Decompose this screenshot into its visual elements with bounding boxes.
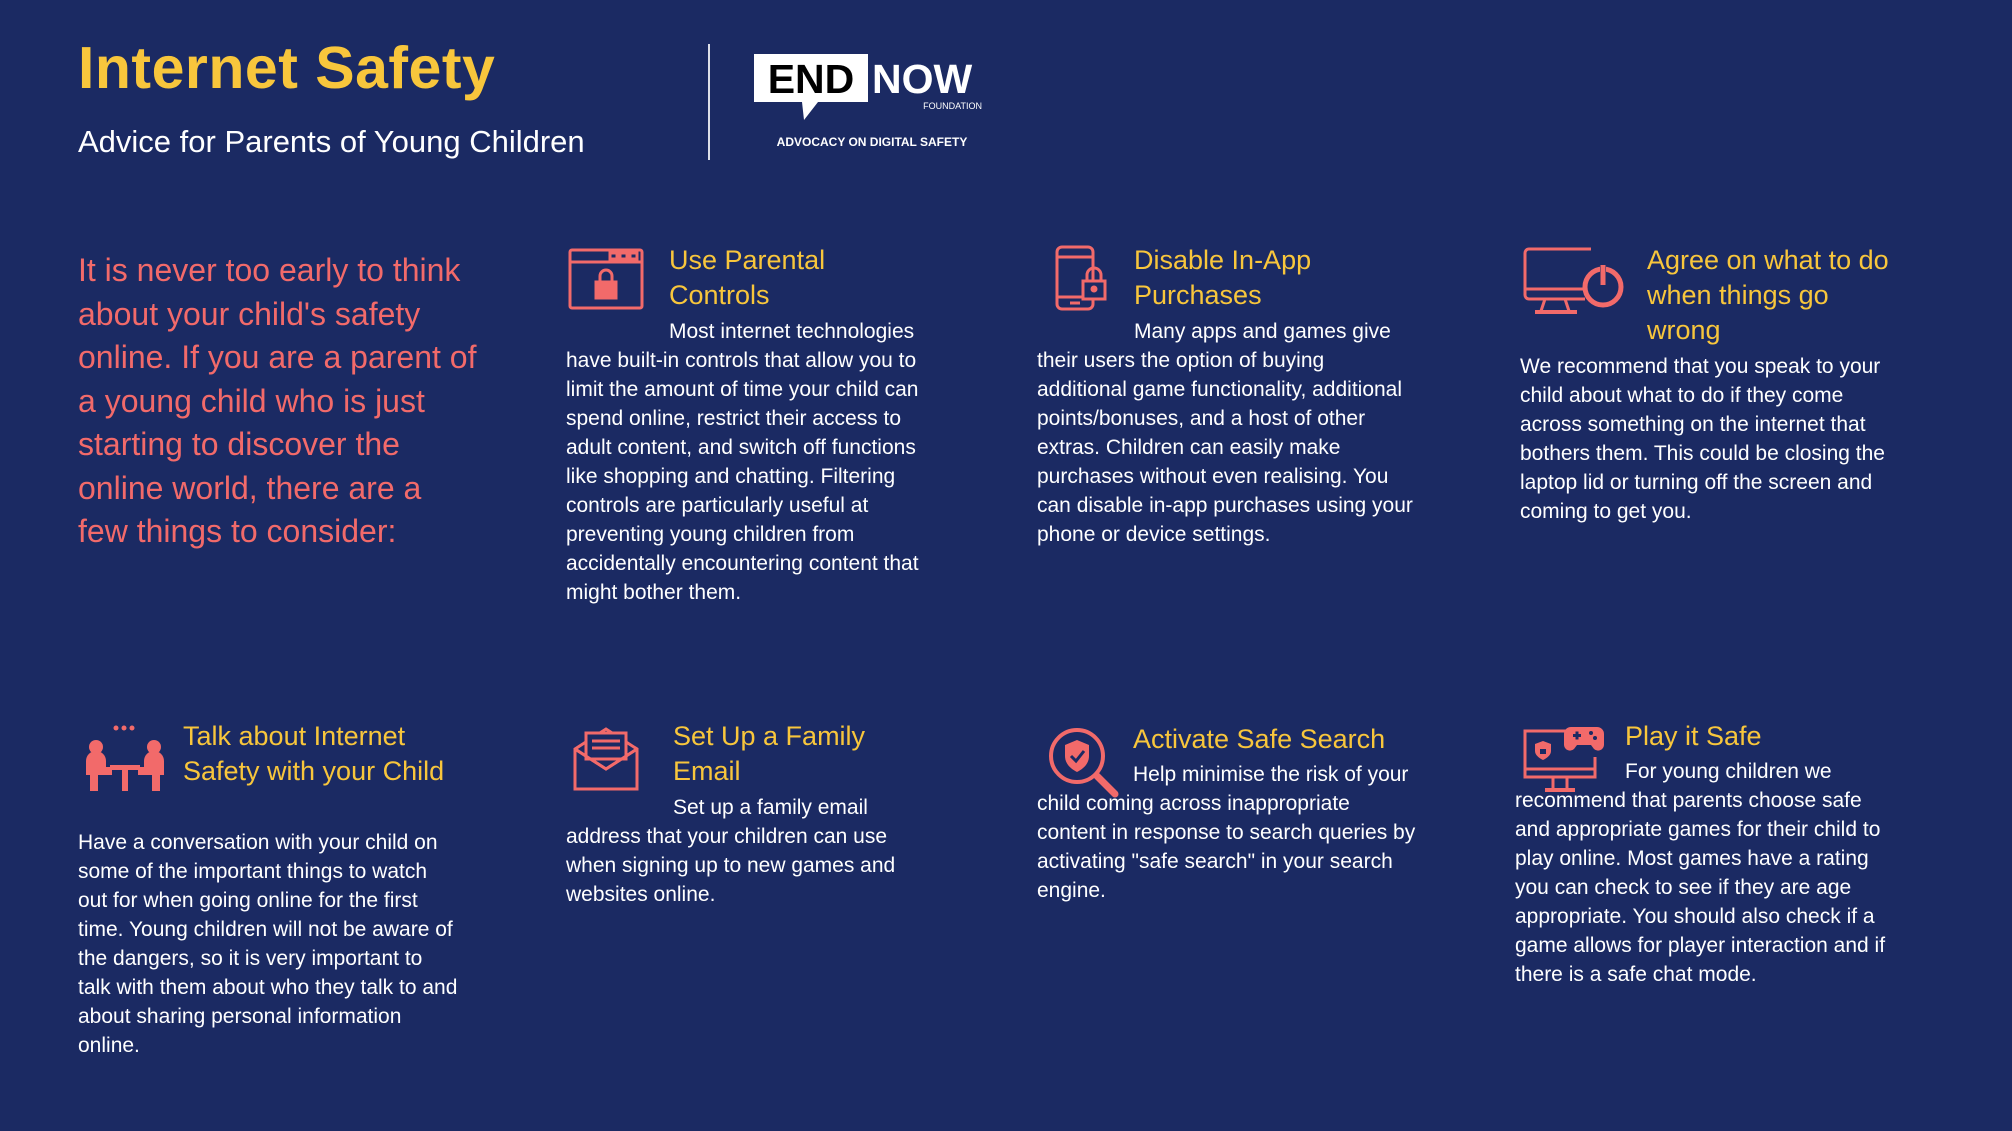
tip-family-email [566,719,946,919]
browser-lock-icon [568,248,644,312]
page-subtitle: Advice for Parents of Young Children [78,124,585,159]
tip-body: For young children we recommend that parents choose safe and appropriate games for their child to play online. Most games have a rating you can check to see if they are age appropriate. You should also check if a game allows for player interaction and if there is a safe chat mode. [1515,760,1886,986]
tip-talk-internet-safety [78,719,478,1099]
tip-title: Use Parental Controls [669,245,826,310]
tip-body: Many apps and games give their users the option of buying additional game functionality, additional points/bonuses, and a host of other extras. Children can easily make purchases without even realising. You can disable in-app purchases using your phone or device settings. [1037,320,1413,546]
logo-tagline: ADVOCACY ON DIGITAL SAFETY [776,135,968,149]
logo-word-now: NOW [872,56,973,102]
tip-when-things-go-wrong [1520,243,1920,563]
logo-word-end: END [767,56,855,102]
header-divider [708,44,710,160]
tip-title: Play it Safe [1625,721,1762,751]
page-title: Internet Safety [78,35,496,101]
tip-body: Set up a family email address that your children can use when signing up to new games and websites online. [566,796,896,906]
logo-foundation: FOUNDATION [923,101,982,111]
tip-title: Disable In-App Purchases [1134,245,1312,310]
tip-body: Most internet technologies have built-in controls that allow you to limit the amount of time your child can spend online, restrict their access to adult content, and switch off functions like shopping and chatting. Filtering controls are particularly useful at preventing young children from accidentally encountering content that might bother them. [566,320,919,604]
tip-body: Help minimise the risk of your child coming across inappropriate content in response to search queries by activating "safe search" in your search engine. [1037,763,1416,902]
tip-title: Set Up a Family Email [673,721,866,786]
tip-safe-search [1037,722,1437,922]
monitor-power-icon [1523,247,1627,317]
tip-parental-controls [566,243,946,663]
intro-text: It is never too early to think about your child's safety online. If you are a parent of a young child who is just starting to discover the online world, there are a few things to consider: [78,252,477,549]
endnow-logo [752,52,1002,156]
tip-play-it-safe [1515,719,1915,1079]
phone-lock-icon [1055,245,1111,313]
tip-title: Agree on what to do when things go wrong [1647,245,1889,345]
people-talking-icon [82,725,168,795]
tip-in-app-purchases [1037,243,1437,623]
tip-body: Have a conversation with your child on some of the important things to watch out for when going online for the first time. Young children will not be aware of the dangers, so it is very important to talk with them about who they talk to and about sharing personal information online. [78,831,458,1057]
tip-title: Activate Safe Search [1133,724,1386,754]
tip-body: We recommend that you speak to your child about what to do if they come across something on the internet that bothers them. This could be closing the laptop lid or turning off the screen and coming to get you. [1520,355,1885,523]
tip-title: Talk about Internet Safety with your Child [183,721,445,786]
envelope-icon [572,725,640,793]
